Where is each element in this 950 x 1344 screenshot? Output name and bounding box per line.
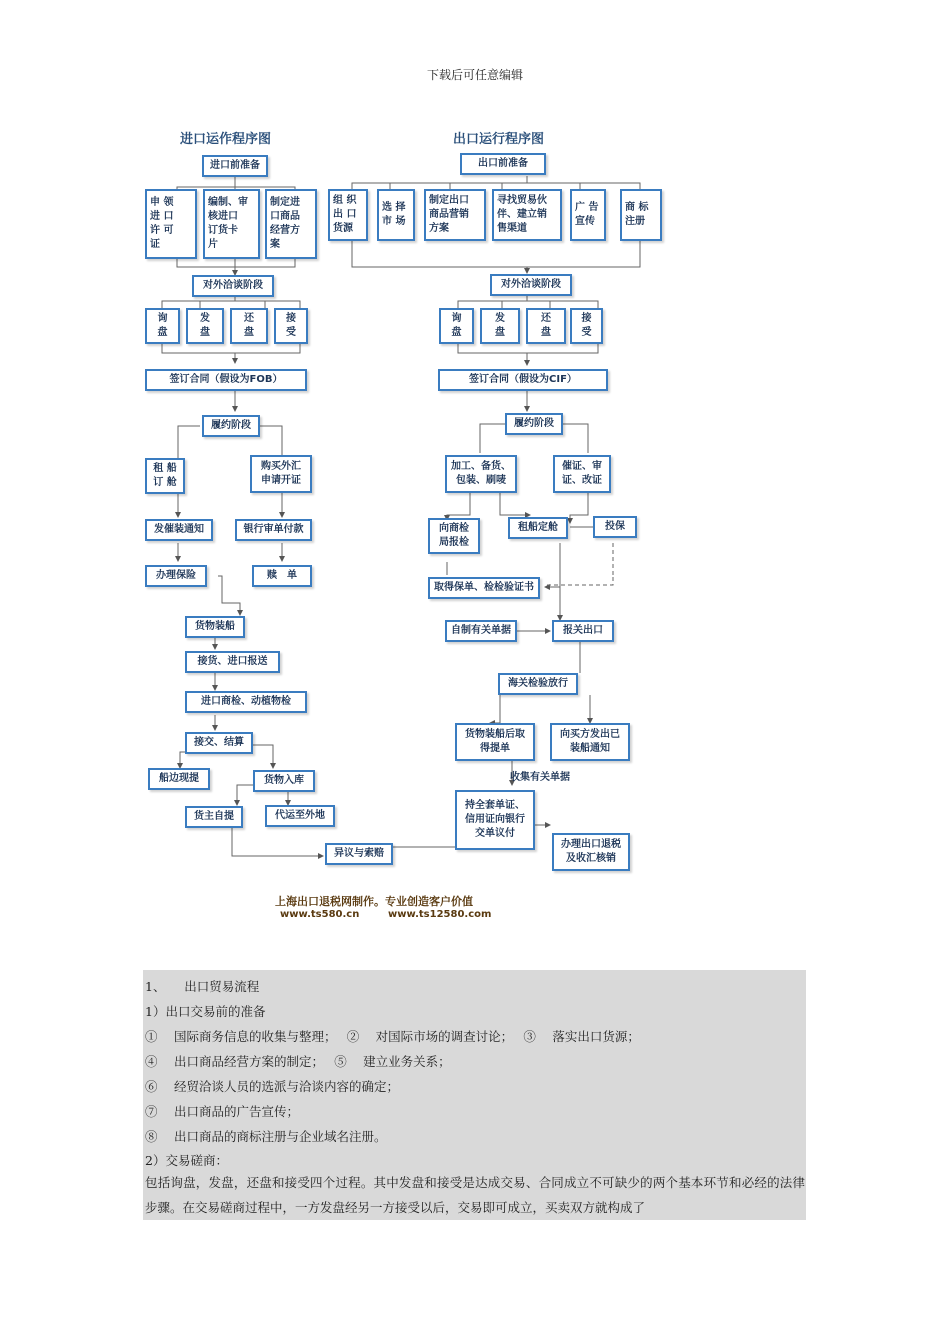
export-get-policy-box: 取得保单、检检验证书 [428, 577, 540, 599]
trade-flowchart [140, 125, 660, 925]
import-loading-box: 货物装船 [185, 616, 245, 638]
export-nego-item: 还 盘 [526, 308, 566, 344]
credit-url: www.ts580.cn [280, 909, 360, 920]
import-docs-box: 赎 单 [252, 565, 312, 587]
import-buy-fx-box: 购买外汇 申请开证 [250, 455, 312, 493]
credit-line: 上海出口退税网制作。专业创造客户价值 [275, 895, 473, 908]
export-nego-item: 发 盘 [480, 308, 520, 344]
export-ship-notice-box: 向买方发出已 装船通知 [550, 723, 630, 761]
list-line: ⑧ 出口商品的商标注册与企业域名注册。 [145, 1129, 387, 1144]
dispute-claim-box: 异议与索赔 [325, 843, 393, 865]
export-prep-item: 制定出口 商品营销 方案 [424, 189, 486, 241]
import-contract-box: 签订合同（假设为FOB） [145, 369, 307, 391]
export-prep-item: 组 织 出 口 货源 [328, 189, 368, 241]
import-owner-pick-box: 货主自提 [185, 806, 243, 828]
import-prep-item: 编制、审 核进口 订货卡 片 [203, 189, 260, 259]
section-heading: 1、 出口贸易流程 [145, 979, 260, 994]
export-bank-docs-box: 持全套单证、 信用证向银行 交单议付 [455, 790, 535, 850]
import-negotiation-box: 对外洽谈阶段 [192, 275, 274, 297]
text-section [143, 970, 806, 1220]
import-bank-review-box: 银行审单付款 [235, 519, 312, 541]
import-prep-item: 制定进 口商品 经营方 案 [265, 189, 317, 259]
export-perform-box: 履约阶段 [505, 413, 563, 435]
import-warehouse-box: 货物入库 [253, 770, 315, 792]
import-flow-title: 进口运作程序图 [180, 132, 272, 147]
list-line: ⑦ 出口商品的广告宣传； [145, 1104, 299, 1119]
page-header: 下载后可任意编辑 [426, 68, 523, 82]
export-contract-box: 签订合同（假设为CIF） [438, 369, 608, 391]
import-prep-item: 申 领 进 口 许 可 证 [145, 189, 197, 259]
import-nego-item: 发 盘 [186, 308, 224, 344]
export-prep-item: 寻找贸易伙 伴、建立销 售渠道 [492, 189, 562, 241]
export-customs-declaration-box: 报关出口 [552, 620, 614, 642]
import-notice-box: 发催装通知 [145, 519, 213, 541]
export-prep-item: 广 告 宣传 [570, 189, 606, 241]
paragraph: 包括询盘，发盘，还盘和接受四个过程。其中发盘和接受是达成交易、合同成立不可缺少的两个基本环节和必经的法律步骤。在交易磋商过程中，一方发盘经另一方接受以后，交易即可成立，买卖双方就构成了 [145, 1175, 805, 1215]
import-insurance-box: 办理保险 [145, 565, 207, 587]
subheading: 1）出口交易前的准备 [145, 1004, 266, 1019]
import-ship-pick-box: 船边现提 [148, 768, 210, 790]
list-line: ⑥ 经贸洽谈人员的选派与洽谈内容的确定； [145, 1079, 399, 1094]
export-charter-box: 租船定舱 [508, 517, 568, 539]
export-lc-box: 催证、审 证、改证 [553, 455, 611, 493]
list-line: ① 国际商务信息的收集与整理； ② 对国际市场的调查讨论； ③ 落实出口货源； [145, 1029, 640, 1044]
import-nego-item: 询 盘 [145, 308, 180, 344]
credit-url: www.ts12580.com [388, 909, 492, 920]
export-nego-item: 接 受 [570, 308, 603, 344]
list-line: ④ 出口商品经营方案的制定； ⑤ 建立业务关系； [145, 1054, 451, 1069]
import-inspect-box: 进口商检、动植物检 [185, 691, 307, 713]
export-tax-refund-box: 办理出口退税 及收汇核销 [552, 833, 630, 871]
import-charter-box: 租 船 订 舱 [145, 458, 185, 494]
import-forward-box: 代运至外地 [265, 805, 335, 827]
export-commodity-inspection-box: 向商检 局报检 [428, 518, 480, 554]
export-self-docs-box: 自制有关单据 [445, 620, 517, 642]
subheading: 2）交易磋商： [145, 1153, 228, 1168]
export-customs-release-box: 海关检验放行 [498, 673, 578, 695]
export-insure-box: 投保 [593, 516, 637, 538]
export-flow-title: 出口运行程序图 [453, 132, 545, 147]
export-nego-item: 询 盘 [439, 308, 474, 344]
import-nego-item: 接 受 [274, 308, 308, 344]
export-negotiation-box: 对外洽谈阶段 [490, 274, 572, 296]
import-handover-box: 接交、结算 [185, 732, 253, 754]
import-nego-item: 还 盘 [230, 308, 268, 344]
import-perform-box: 履约阶段 [202, 415, 260, 437]
import-prep-box: 进口前准备 [202, 155, 268, 177]
export-prep-item: 商 标 注册 [620, 189, 662, 241]
export-bill-of-lading-box: 货物装船后取 得提单 [455, 723, 535, 761]
export-process-box: 加工、备货、 包装、刷唛 [445, 455, 517, 493]
export-prep-box: 出口前准备 [460, 153, 546, 175]
export-collect-docs-label: 收集有关单据 [510, 772, 570, 783]
export-prep-item: 选 择 市 场 [377, 189, 415, 241]
import-declare-box: 接货、进口报送 [185, 651, 280, 673]
